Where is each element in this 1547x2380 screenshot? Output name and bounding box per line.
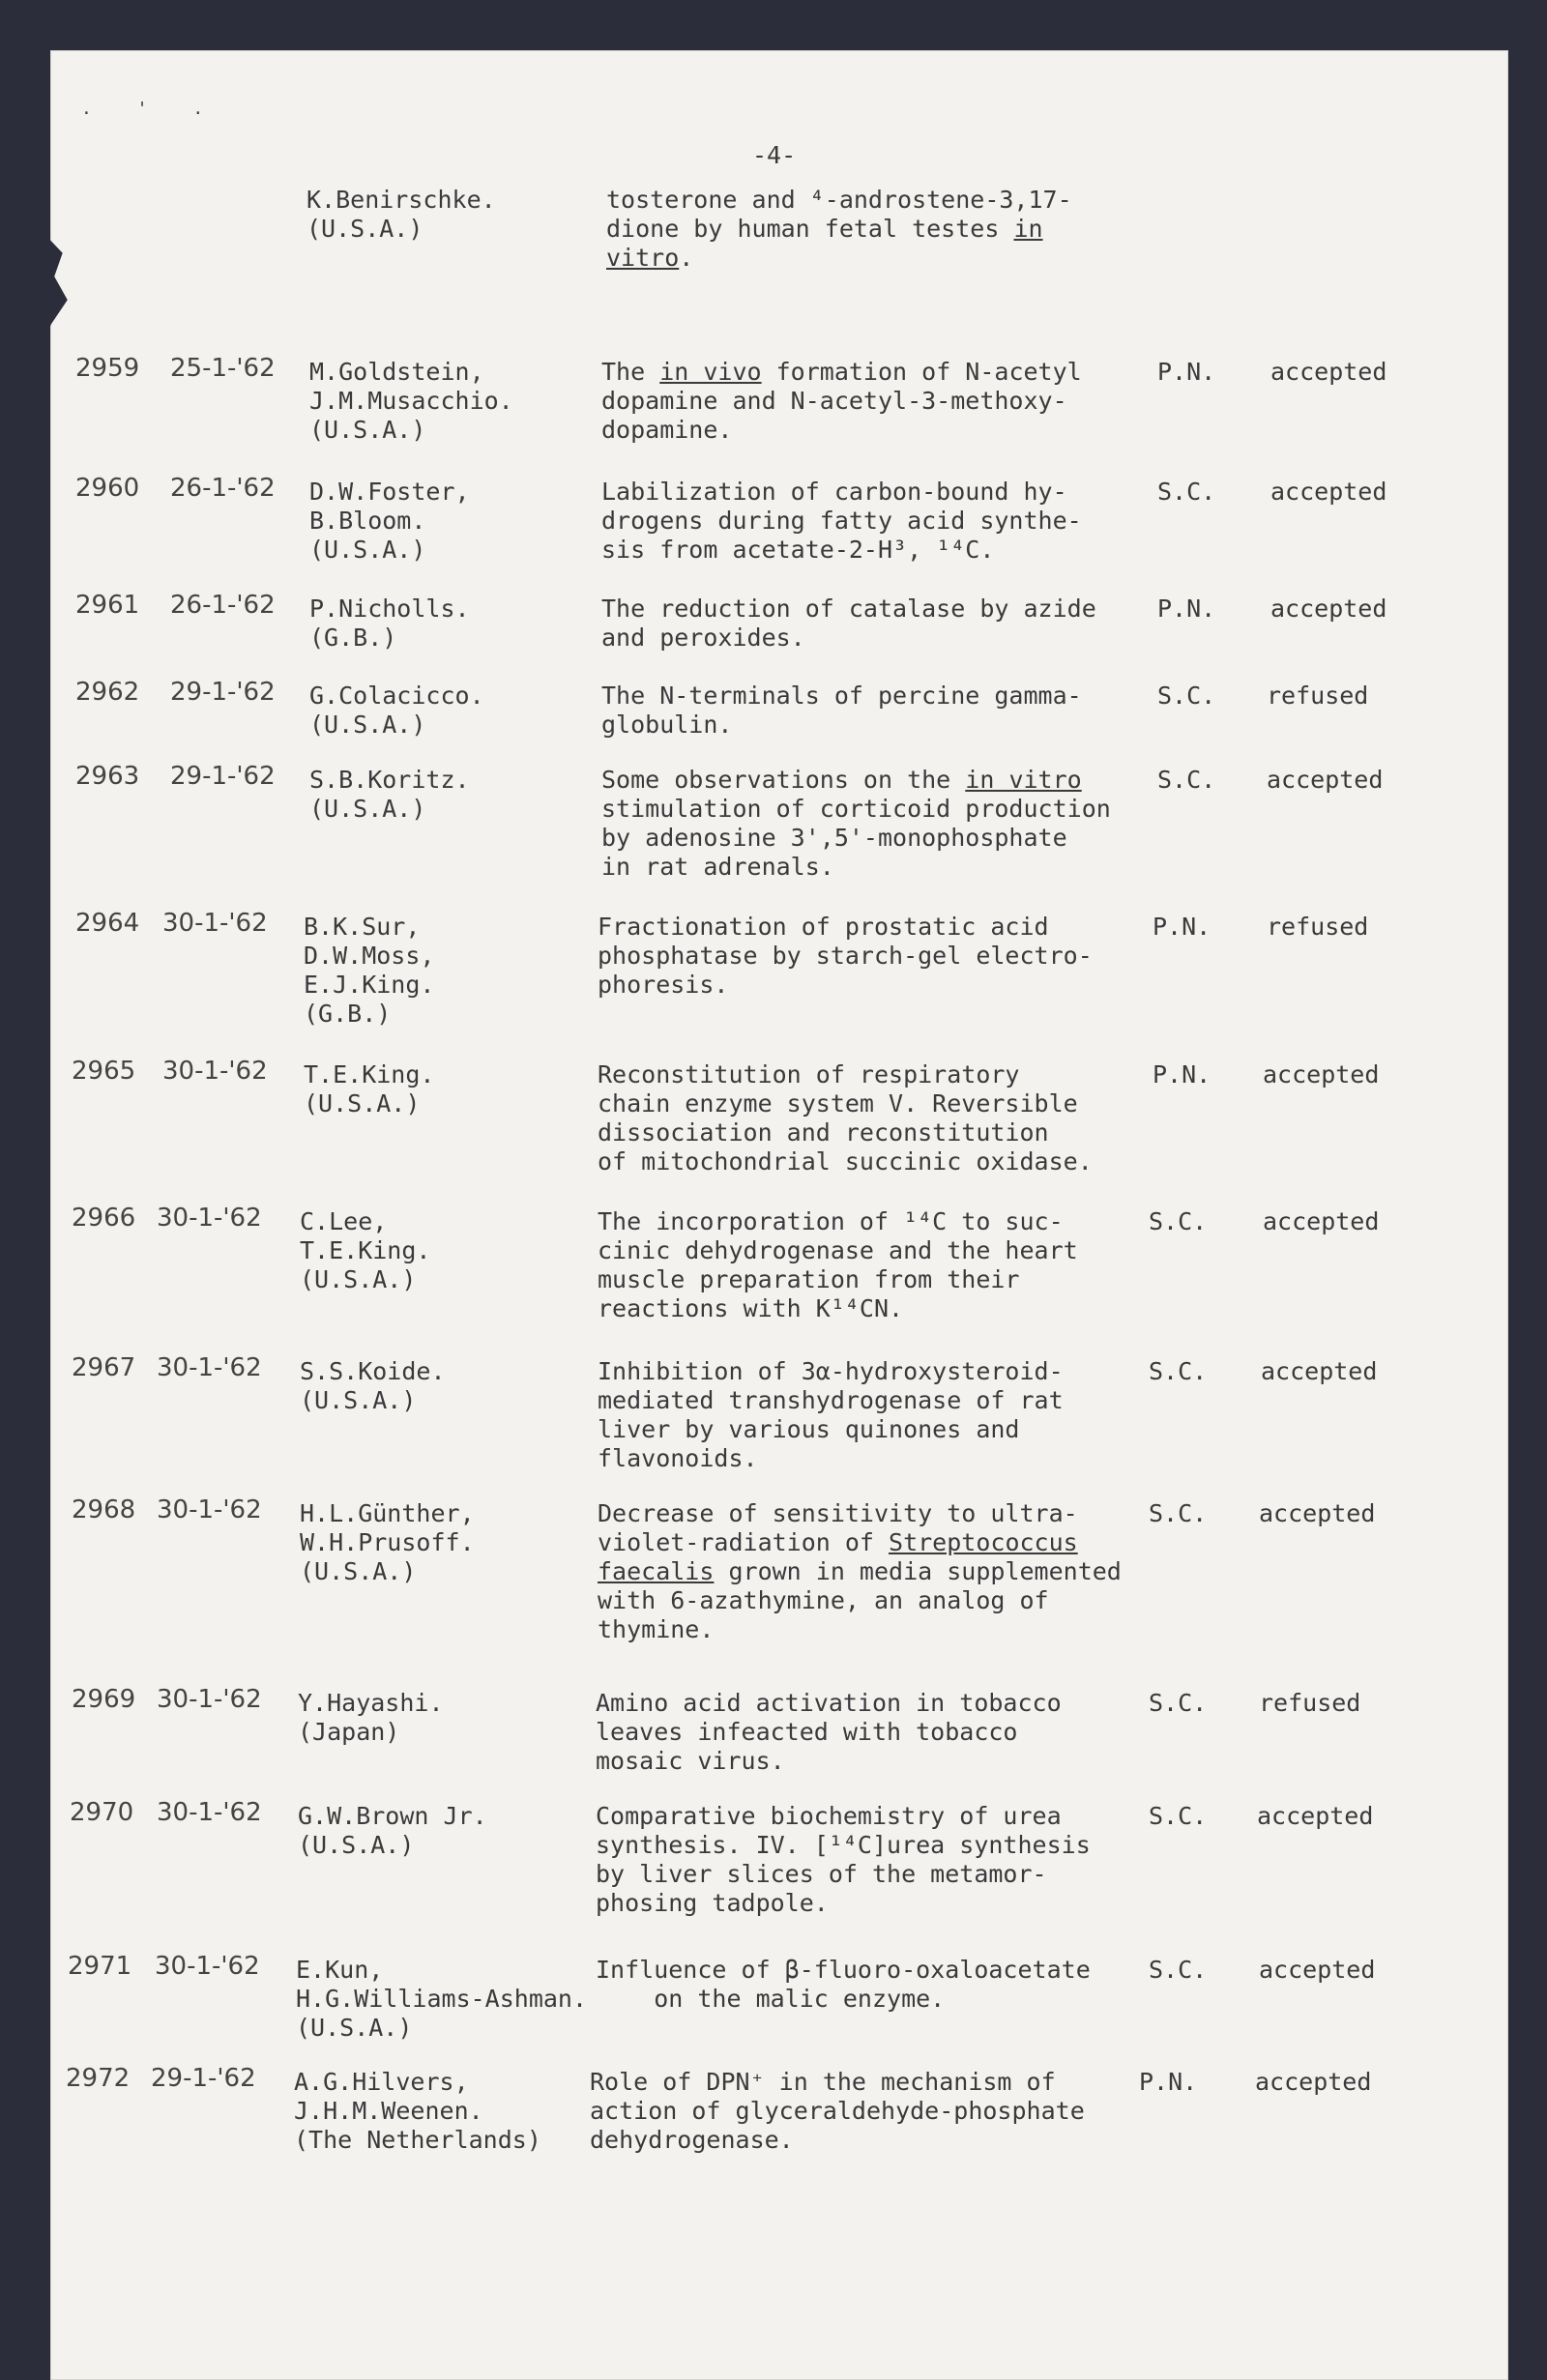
entry-number: 2959	[75, 354, 140, 383]
entry-number: 2964	[75, 909, 140, 938]
entry-title	[601, 478, 1082, 565]
title-line: dopamine and N-acetyl-3-methoxy-	[601, 387, 1067, 415]
title-line: dissociation and reconstitution	[598, 1118, 1049, 1146]
author-line: Y.Hayashi.	[298, 1689, 444, 1717]
entry-authors	[296, 1956, 587, 2043]
entry-type: S.C.	[1149, 1357, 1208, 1385]
author-line: E.J.King.	[304, 971, 435, 999]
entry-status: accepted	[1270, 478, 1387, 506]
author-line: H.L.Günther,	[300, 1499, 475, 1527]
entry-title	[601, 766, 1111, 882]
title-line: Decrease of sensitivity to ultra-	[598, 1499, 1078, 1527]
author-line: (The Netherlands)	[294, 2126, 541, 2154]
author-line: A.G.Hilvers,	[294, 2068, 469, 2096]
title-line: Amino acid activation in tobacco	[596, 1689, 1062, 1717]
author-line: (G.B.)	[309, 624, 397, 652]
entry-type: P.N.	[1157, 595, 1216, 623]
entry-status: accepted	[1270, 358, 1387, 386]
author-line: T.E.King.	[300, 1236, 431, 1264]
entry-authors	[298, 1689, 444, 1747]
entry-date: 30-1-'62	[157, 1685, 262, 1714]
author-line: D.W.Moss,	[304, 942, 435, 970]
title-line: The reduction of catalase by azide	[601, 595, 1096, 623]
title-line: mediated transhydrogenase of rat	[598, 1386, 1064, 1414]
title-line: Role of DPN⁺ in the mechanism of	[590, 2068, 1056, 2096]
entry-number: 2966	[72, 1204, 136, 1233]
author-line: S.B.Koritz.	[309, 766, 470, 794]
entry-authors	[309, 478, 470, 565]
author-line: (U.S.A.)	[309, 416, 426, 444]
entry-status: accepted	[1261, 1357, 1378, 1385]
entry-status: accepted	[1259, 1956, 1376, 1984]
entry-type: S.C.	[1157, 766, 1216, 794]
entry-date: 29-1-'62	[151, 2064, 256, 2093]
title-line: dopamine.	[601, 416, 733, 444]
title-line: by liver slices of the metamor-	[596, 1860, 1047, 1888]
author-line: (U.S.A.)	[300, 1386, 417, 1414]
entry-type: S.C.	[1149, 1802, 1208, 1830]
title-line: on the malic enzyme.	[596, 1985, 946, 2013]
entry-authors	[304, 1060, 434, 1118]
author-line: (U.S.A.)	[296, 2014, 413, 2042]
entry-title	[598, 1357, 1064, 1473]
entry-date: 30-1-'62	[157, 1353, 262, 1382]
entry-status: refused	[1267, 913, 1369, 941]
title-line: Reconstitution of respiratory	[598, 1060, 1020, 1088]
author-line: (Japan)	[298, 1718, 400, 1746]
title-line: Comparative biochemistry of urea	[596, 1802, 1062, 1830]
document-page	[50, 50, 1508, 2380]
title-line: The in vivo formation of N-acetyl	[601, 358, 1082, 386]
title-line: violet-radiation of Streptococcus	[598, 1528, 1078, 1556]
entry-type: P.N.	[1139, 2068, 1198, 2096]
author-line: K.Benirschke.	[306, 186, 496, 214]
title-line: globulin.	[601, 711, 733, 739]
entry-authors	[309, 682, 484, 740]
entry-date: 25-1-'62	[170, 354, 276, 383]
title-line: tosterone and ⁴-androstene-3,17-	[606, 186, 1072, 214]
entry-number: 2967	[72, 1353, 136, 1382]
title-line: phosing tadpole.	[596, 1889, 829, 1917]
entry-date: 30-1-'62	[157, 1798, 262, 1827]
title-line: drogens during fatty acid synthe-	[601, 507, 1082, 535]
title-line: stimulation of corticoid production	[601, 795, 1111, 823]
title-line: mosaic virus.	[596, 1747, 785, 1775]
entry-title	[590, 2068, 1085, 2155]
author-line: (U.S.A.)	[298, 1831, 415, 1859]
entry-type: P.N.	[1157, 358, 1216, 386]
entry-authors	[298, 1802, 487, 1860]
entry-authors	[309, 595, 470, 653]
entry-authors	[300, 1207, 430, 1294]
title-line: sis from acetate-2-H³, ¹⁴C.	[601, 536, 995, 564]
author-line: B.K.Sur,	[304, 913, 421, 941]
entry-date: 26-1-'62	[170, 591, 276, 620]
entry-number: 2965	[72, 1057, 136, 1086]
entry-date: 30-1-'62	[162, 909, 268, 938]
author-line: C.Lee,	[300, 1207, 388, 1235]
title-line: dehydrogenase.	[590, 2126, 794, 2154]
entry-type: S.C.	[1157, 478, 1216, 506]
title-line: vitro.	[606, 244, 694, 272]
entry-number: 2970	[70, 1798, 134, 1827]
title-line: The incorporation of ¹⁴C to suc-	[598, 1207, 1064, 1235]
entry-title	[601, 358, 1082, 445]
title-line: liver by various quinones and	[598, 1415, 1020, 1443]
title-line: faecalis grown in media supplemented	[598, 1557, 1122, 1585]
entry-date: 26-1-'62	[170, 474, 276, 503]
author-line: (U.S.A.)	[309, 795, 426, 823]
entry-status: accepted	[1255, 2068, 1372, 2096]
entry-number: 2971	[68, 1952, 132, 1981]
entry-status: accepted	[1263, 1060, 1380, 1088]
title-line: with 6-azathymine, an analog of	[598, 1586, 1049, 1614]
title-line: Influence of β-fluoro-oxaloacetate	[596, 1956, 1091, 1984]
author-line: W.H.Prusoff.	[300, 1528, 475, 1556]
entry-status: accepted	[1267, 766, 1384, 794]
entry-authors	[309, 766, 470, 824]
author-line: B.Bloom.	[309, 507, 426, 535]
entry-status: refused	[1267, 682, 1369, 710]
title-line: Inhibition of 3α-hydroxysteroid-	[598, 1357, 1064, 1385]
entry-type: S.C.	[1149, 1956, 1208, 1984]
title-line: and peroxides.	[601, 624, 805, 652]
entry-type: S.C.	[1149, 1207, 1208, 1235]
entry-authors	[294, 2068, 541, 2155]
entry-status: accepted	[1263, 1207, 1380, 1235]
entry-date: 30-1-'62	[157, 1495, 262, 1524]
author-line: J.H.M.Weenen.	[294, 2097, 483, 2125]
author-line: (G.B.)	[304, 1000, 392, 1028]
entry-status: refused	[1259, 1689, 1361, 1717]
author-line: J.M.Musacchio.	[309, 387, 513, 415]
entry-type: S.C.	[1149, 1499, 1208, 1527]
author-line: H.G.Williams-Ashman.	[296, 1985, 588, 2013]
author-line: M.Goldstein,	[309, 358, 484, 386]
entry-number: 2962	[75, 678, 140, 707]
entry-title	[596, 1802, 1091, 1918]
entry-authors	[304, 913, 434, 1029]
author-line: (U.S.A.)	[300, 1265, 417, 1293]
entry-authors	[309, 358, 513, 445]
title-line: Fractionation of prostatic acid	[598, 913, 1049, 941]
entry-title	[601, 682, 1082, 740]
entry-title	[596, 1956, 1091, 2014]
title-line: thymine.	[598, 1615, 715, 1643]
entry-status: accepted	[1257, 1802, 1374, 1830]
entry-number: 2963	[75, 762, 140, 791]
title-line: dione by human fetal testes in	[606, 215, 1043, 243]
title-line: leaves infeacted with tobacco	[596, 1718, 1018, 1746]
author-line: (U.S.A.)	[304, 1089, 421, 1117]
entry-authors	[300, 1499, 475, 1586]
title-line: in rat adrenals.	[601, 853, 834, 881]
author-line: G.Colacicco.	[309, 682, 484, 710]
entry-date: 30-1-'62	[162, 1057, 268, 1086]
title-line: chain enzyme system V. Reversible	[598, 1089, 1078, 1117]
entry-date: 29-1-'62	[170, 678, 276, 707]
entry-title	[598, 1207, 1078, 1323]
author-line: E.Kun,	[296, 1956, 384, 1984]
author-line: G.W.Brown Jr.	[298, 1802, 487, 1830]
author-line: (U.S.A.)	[300, 1557, 417, 1585]
title-line: synthesis. IV. [¹⁴C]urea synthesis	[596, 1831, 1091, 1859]
entry-authors	[300, 1357, 446, 1415]
title-line: cinic dehydrogenase and the heart	[598, 1236, 1078, 1264]
title-line: muscle preparation from their	[598, 1265, 1020, 1293]
entry-number: 2960	[75, 474, 140, 503]
entry-number: 2961	[75, 591, 140, 620]
punch-marks: . ' .	[81, 99, 221, 119]
entry-date: 30-1-'62	[157, 1204, 262, 1233]
title-line: The N-terminals of percine gamma-	[601, 682, 1082, 710]
entry-title	[598, 913, 1093, 1000]
title-line: flavonoids.	[598, 1444, 758, 1472]
title-line: of mitochondrial succinic oxidase.	[598, 1147, 1093, 1175]
entry-number: 2969	[72, 1685, 136, 1714]
author-line: P.Nicholls.	[309, 595, 470, 623]
title-line: by adenosine 3',5'-monophosphate	[601, 824, 1067, 852]
title-line: phosphatase by starch-gel electro-	[598, 942, 1093, 970]
entry-date: 30-1-'62	[155, 1952, 260, 1981]
entry-type: S.C.	[1157, 682, 1216, 710]
author-line: S.S.Koide.	[300, 1357, 446, 1385]
title-line: Some observations on the in vitro	[601, 766, 1082, 794]
entry-title	[606, 186, 1072, 273]
title-line: Labilization of carbon-bound hy-	[601, 478, 1067, 506]
author-line: T.E.King.	[304, 1060, 435, 1088]
entry-type: P.N.	[1153, 1060, 1211, 1088]
author-line: (U.S.A.)	[309, 536, 426, 564]
entry-number: 2972	[66, 2064, 131, 2093]
entry-title	[596, 1689, 1062, 1776]
entry-status: accepted	[1259, 1499, 1376, 1527]
entry-type: S.C.	[1149, 1689, 1208, 1717]
entry-authors	[306, 186, 496, 244]
author-line: (U.S.A.)	[306, 215, 423, 243]
entry-type: P.N.	[1153, 913, 1211, 941]
title-line: phoresis.	[598, 971, 729, 999]
title-line: action of glyceraldehyde-phosphate	[590, 2097, 1085, 2125]
entry-title	[601, 595, 1096, 653]
page-number: -4-	[752, 141, 797, 169]
entry-date: 29-1-'62	[170, 762, 276, 791]
author-line: D.W.Foster,	[309, 478, 470, 506]
title-line: reactions with K¹⁴CN.	[598, 1294, 904, 1322]
entry-title	[598, 1060, 1093, 1176]
entry-title	[598, 1499, 1122, 1644]
entry-status: accepted	[1270, 595, 1387, 623]
author-line: (U.S.A.)	[309, 711, 426, 739]
torn-edge	[44, 234, 77, 340]
entry-number: 2968	[72, 1495, 136, 1524]
